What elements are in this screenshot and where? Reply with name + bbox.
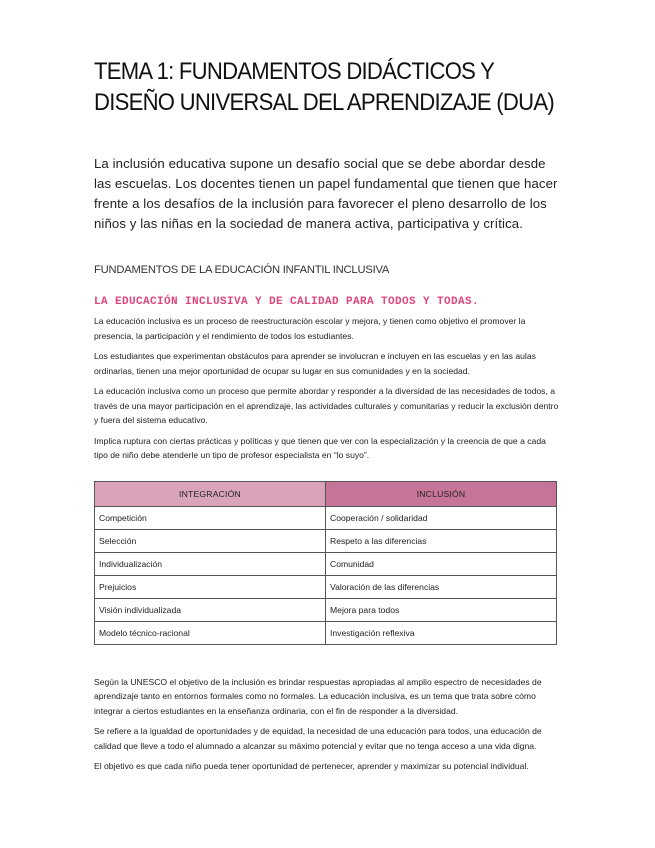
table-cell: Respeto a las diferencias <box>326 529 557 552</box>
intro-paragraph: La inclusión educativa supone un desafío social que se debe abordar desde las escuelas. Los docentes tienen un papel fundamental que tienen que hacer frente a los desafíos de la inclusión para favorecer el pleno desarrollo de los niños y las niñas en la sociedad de manera activa, participativa y crítica. <box>94 156 558 231</box>
table-cell: Selección <box>95 529 326 552</box>
document-page <box>94 56 560 774</box>
paragraph: Según la UNESCO el objetivo de la inclusión es brindar respuestas apropiadas al amplio espectro de necesidades de aprendizaje tanto en entornos formales como no formales. La educación inclusiva, es un tema que trata sobre cómo integrar a ciertos estudiantes en la enseñanza ordinaria, con el fin de responder a la diversidad. <box>94 676 542 716</box>
section-heading: FUNDAMENTOS DE LA EDUCACIÓN INFANTIL INCLUSIVA <box>94 264 390 276</box>
table-row <box>95 575 557 598</box>
table-cell: Valoración de las diferencias <box>326 575 557 598</box>
header-inclusion: INCLUSIÓN <box>326 481 557 506</box>
header-integracion: INTEGRACIÓN <box>95 481 326 506</box>
table-row <box>95 552 557 575</box>
table-cell: Cooperación / solidaridad <box>326 506 557 529</box>
paragraph: Se refiere a la igualdad de oportunidades y de equidad, la necesidad de una educación para todos, una educación de calidad que lleve a todo el alumnado a alcanzar su máximo potencial y evitar que no tenga acceso a una vida digna. <box>94 726 542 751</box>
paragraph: El objetivo es que cada niño pueda tener oportunidad de pertenecer, aprender y maximizar su potencial individual. <box>94 761 529 771</box>
paragraph: Implica ruptura con ciertas prácticas y políticas y que tienen que ver con la especialización y la creencia de que a cada tipo de niño debe atenderle un tipo de profesor especialista en “lo suyo”. <box>94 435 546 460</box>
table-cell: Comunidad <box>326 552 557 575</box>
table-cell: Visión individualizada <box>95 598 326 621</box>
table-cell: Modelo técnico-racional <box>95 621 326 644</box>
table-cell: Individualización <box>95 552 326 575</box>
subheading: LA EDUCACIÓN INCLUSIVA Y DE CALIDAD PARA TODOS Y TODAS. <box>94 296 480 308</box>
paragraph: Los estudiantes que experimentan obstáculos para aprender se involucran e incluyen en las escuelas y en las aulas ordinarias, tienen una mejor oportunidad de ocupar su lugar en sus comunidades y en la sociedad. <box>94 351 536 376</box>
paragraph: La educación inclusiva es un proceso de reestructuración escolar y mejora, y tienen como objetivo el promover la presencia, la participación y el rendimiento de todos los estudiantes. <box>94 316 526 341</box>
table-row <box>95 529 557 552</box>
comparison-table <box>94 481 557 645</box>
paragraph: La educación inclusiva como un proceso que permite abordar y responder a la diversidad de las necesidades de todos, a través de una mayor participación en el aprendizaje, las actividades culturales y comunitarias y reducir la exclusión dentro y fuera del sistema educativo. <box>94 386 559 425</box>
page-title: TEMA 1: FUNDAMENTOS DIDÁCTICOS Y DISEÑO UNIVERSAL DEL APRENDIZAJE (DUA) <box>94 58 554 116</box>
table-cell: Competición <box>95 506 326 529</box>
table-cell: Investigación reflexiva <box>326 621 557 644</box>
table-row <box>95 598 557 621</box>
table-row <box>95 506 557 529</box>
table-row <box>95 621 557 644</box>
table-cell: Prejuicios <box>95 575 326 598</box>
table-header-row <box>95 481 557 506</box>
table-cell: Mejora para todos <box>326 598 557 621</box>
